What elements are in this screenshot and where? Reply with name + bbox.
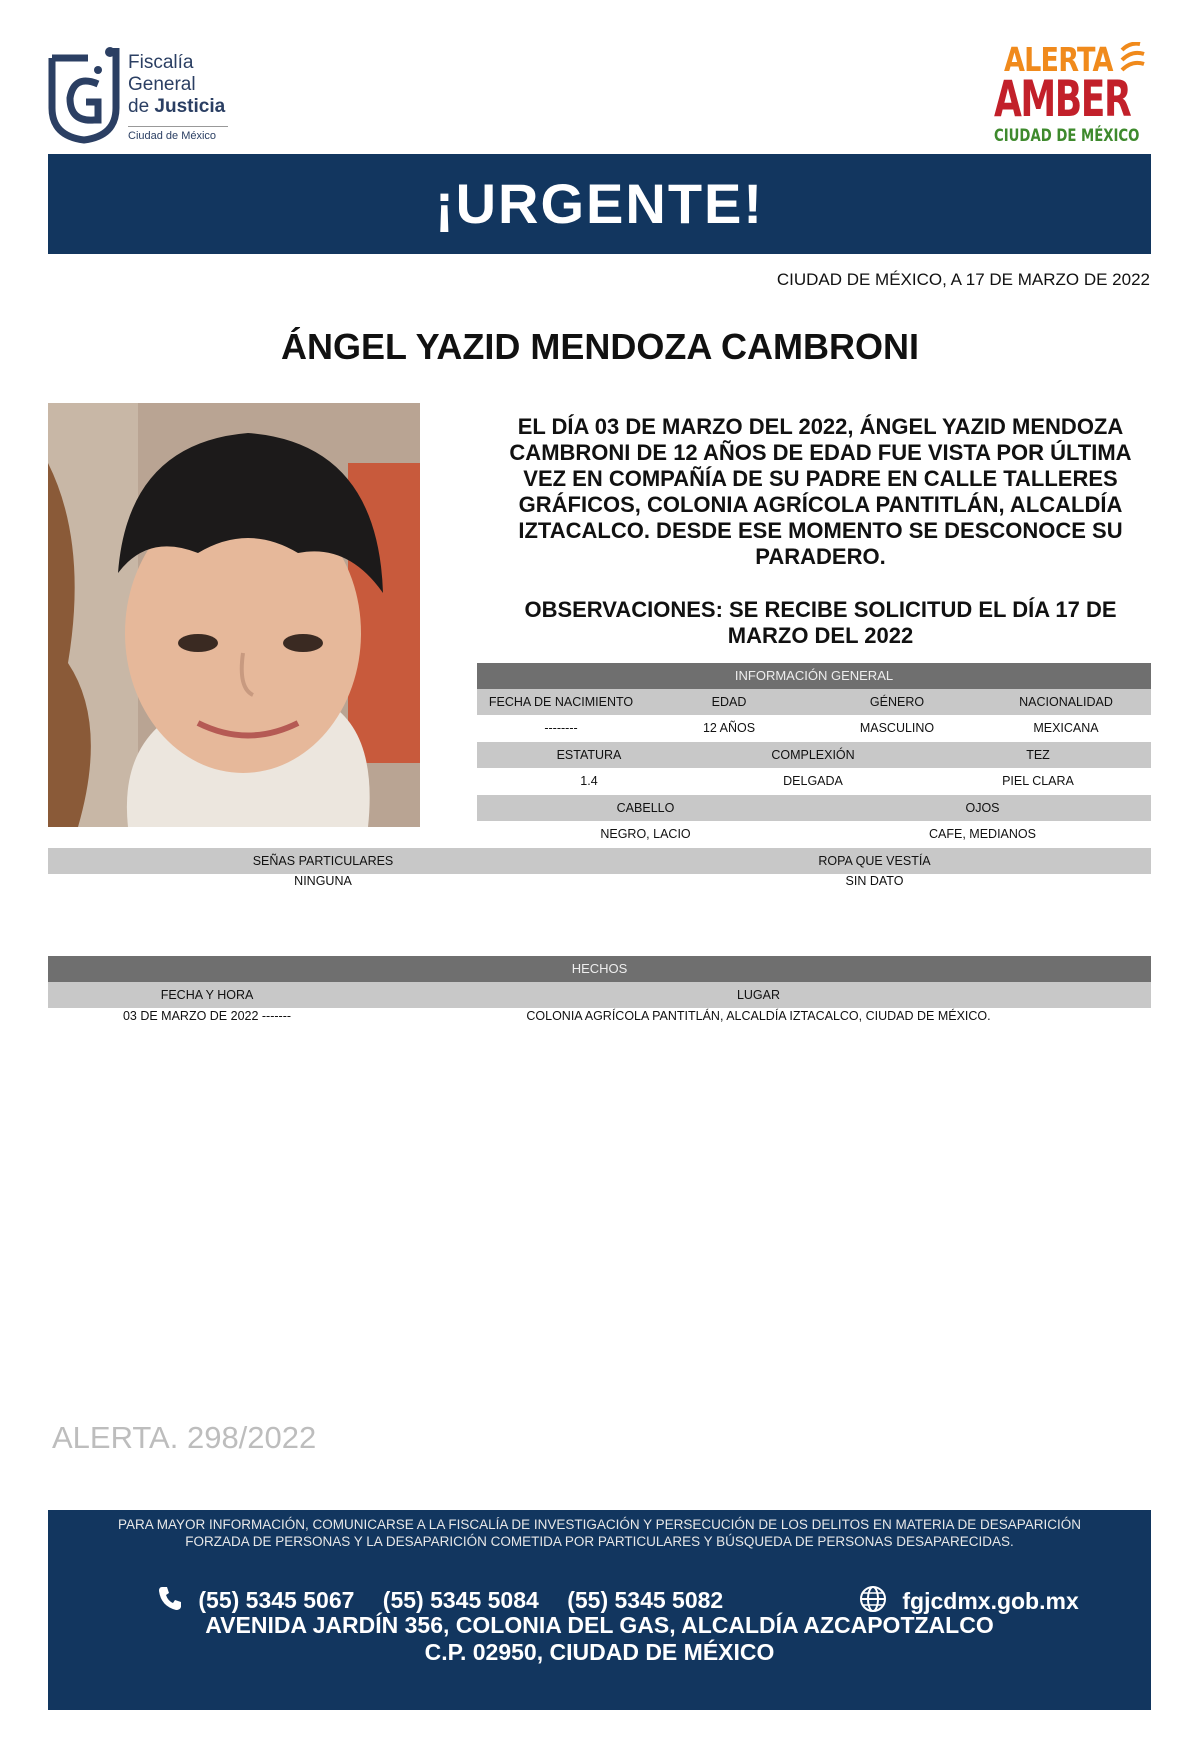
fgj-line3 xyxy=(128,96,225,118)
info-header-row-1 xyxy=(477,689,1151,715)
header-place: LUGAR xyxy=(736,988,781,1002)
phone-numbers xyxy=(156,1584,723,1614)
fgj-line3-a: de xyxy=(128,96,155,117)
fgj-city: Ciudad de México xyxy=(128,126,228,142)
value-eyes: CAFE, MEDIANOS xyxy=(929,827,1036,841)
value-age: 12 AÑOS xyxy=(702,721,756,735)
value-birthdate: -------- xyxy=(544,721,578,735)
address xyxy=(48,1612,1151,1666)
value-nationality: MEXICANA xyxy=(1033,721,1099,735)
value-place: COLONIA AGRÍCOLA PANTITLÁN, ALCALDÍA IZTACALCO, CIUDAD DE MÉXICO. xyxy=(526,1009,991,1023)
info-header-row-3 xyxy=(477,795,1151,821)
website xyxy=(858,1584,1079,1615)
header-date-time: FECHA Y HORA xyxy=(160,988,254,1002)
hechos-title: HECHOS xyxy=(48,956,1151,982)
header-eyes: OJOS xyxy=(965,801,1000,815)
address-line1: AVENIDA JARDÍN 356, COLONIA DEL GAS, ALCALDÍA AZCAPOTZALCO xyxy=(205,1612,994,1638)
amber-line2: AMBER xyxy=(994,70,1131,128)
info-value-row-1 xyxy=(477,715,1151,741)
header-clothing: ROPA QUE VESTÍA xyxy=(818,854,931,868)
urgent-banner: ¡URGENTE! xyxy=(48,154,1151,254)
contact-footer xyxy=(48,1510,1151,1710)
hechos-value-row xyxy=(48,1003,1151,1029)
fgj-line1: Fiscalía xyxy=(128,52,194,73)
person-name: ÁNGEL YAZID MENDOZA CAMBRONI xyxy=(280,326,920,367)
header-birthdate: FECHA DE NACIMIENTO xyxy=(488,695,634,709)
case-description: EL DÍA 03 DE MARZO DEL 2022, ÁNGEL YAZID MENDOZA CAMBRONI DE 12 AÑOS DE EDAD FUE VISTA POR ÚLTIMA VEZ EN COMPAÑÍA DE SU PADRE EN CALLE TALLERES GRÁFICOS, COLONIA AGRÍCOLA PANTITLÁN, ALCALDÍA IZTACALCO. DESDE ESE MOMENTO SE DESCONOCE SU PARADERO. xyxy=(509,414,1132,569)
info-value-row-2 xyxy=(477,768,1151,794)
header-build: COMPLEXIÓN xyxy=(771,748,855,762)
footer-info-line2: FORZADA DE PERSONAS Y LA DESAPARICIÓN COMETIDA POR PARTICULARES Y BÚSQUEDA DE PERSONAS DESAPARECIDAS. xyxy=(185,1534,1014,1549)
alerta-amber-logo xyxy=(990,40,1150,150)
value-date-time: 03 DE MARZO DE 2022 ------- xyxy=(122,1009,292,1023)
value-height: 1.4 xyxy=(580,774,598,788)
globe-icon xyxy=(858,1584,888,1614)
header-marks: SEÑAS PARTICULARES xyxy=(252,854,394,868)
amber-line1: ALERTA xyxy=(1004,40,1113,79)
fgj-name xyxy=(128,52,225,118)
fgj-line3-b: Justicia xyxy=(154,96,226,117)
header-skin: TEZ xyxy=(1026,748,1050,762)
amber-line3: CIUDAD DE MÉXICO xyxy=(994,126,1140,146)
phone-icon xyxy=(156,1584,184,1612)
website-link[interactable]: fgjcdmx.gob.mx xyxy=(902,1588,1079,1614)
phone-3[interactable]: (55) 5345 5082 xyxy=(567,1587,724,1613)
header-nationality: NACIONALIDAD xyxy=(1019,695,1113,709)
alert-number: ALERTA. 298/2022 xyxy=(52,1420,317,1455)
address-line2: C.P. 02950, CIUDAD DE MÉXICO xyxy=(424,1639,775,1665)
phone-1[interactable]: (55) 5345 5067 xyxy=(198,1587,355,1613)
footer-info-line1: PARA MAYOR INFORMACIÓN, COMUNICARSE A LA FISCALÍA DE INVESTIGACIÓN Y PERSECUCIÓN DE LOS DELITOS EN MATERIA DE DESAPARICIÓN xyxy=(118,1517,1081,1532)
info-header-row-2 xyxy=(477,742,1151,768)
footer-info xyxy=(48,1516,1151,1550)
value-skin: PIEL CLARA xyxy=(1002,774,1074,788)
phone-2[interactable]: (55) 5345 5084 xyxy=(382,1587,539,1613)
fgj-line2: General xyxy=(128,74,196,95)
info-value-row-3 xyxy=(477,821,1151,847)
value-marks: NINGUNA xyxy=(294,874,352,888)
alerta-amber-logo-icon xyxy=(1118,42,1148,82)
fgj-logo-icon xyxy=(48,44,124,144)
value-hair: NEGRO, LACIO xyxy=(600,827,691,841)
person-photo xyxy=(48,403,420,827)
value-clothing: SIN DATO xyxy=(845,874,904,888)
fgj-logo xyxy=(48,44,248,148)
value-build: DELGADA xyxy=(783,774,843,788)
header-gender: GÉNERO xyxy=(869,695,925,709)
photo-illustration xyxy=(48,403,420,827)
header-hair: CABELLO xyxy=(616,801,675,815)
value-gender: MASCULINO xyxy=(859,721,935,735)
header-height: ESTATURA xyxy=(556,748,622,762)
issue-date: CIUDAD DE MÉXICO, A 17 DE MARZO DE 2022 xyxy=(776,270,1150,289)
info-general-title: INFORMACIÓN GENERAL xyxy=(477,663,1151,689)
info-value-row-4 xyxy=(48,868,1151,894)
case-observations: OBSERVACIONES: SE RECIBE SOLICITUD EL DÍA 17 DE MARZO DEL 2022 xyxy=(524,597,1117,648)
header-age: EDAD xyxy=(711,695,747,709)
